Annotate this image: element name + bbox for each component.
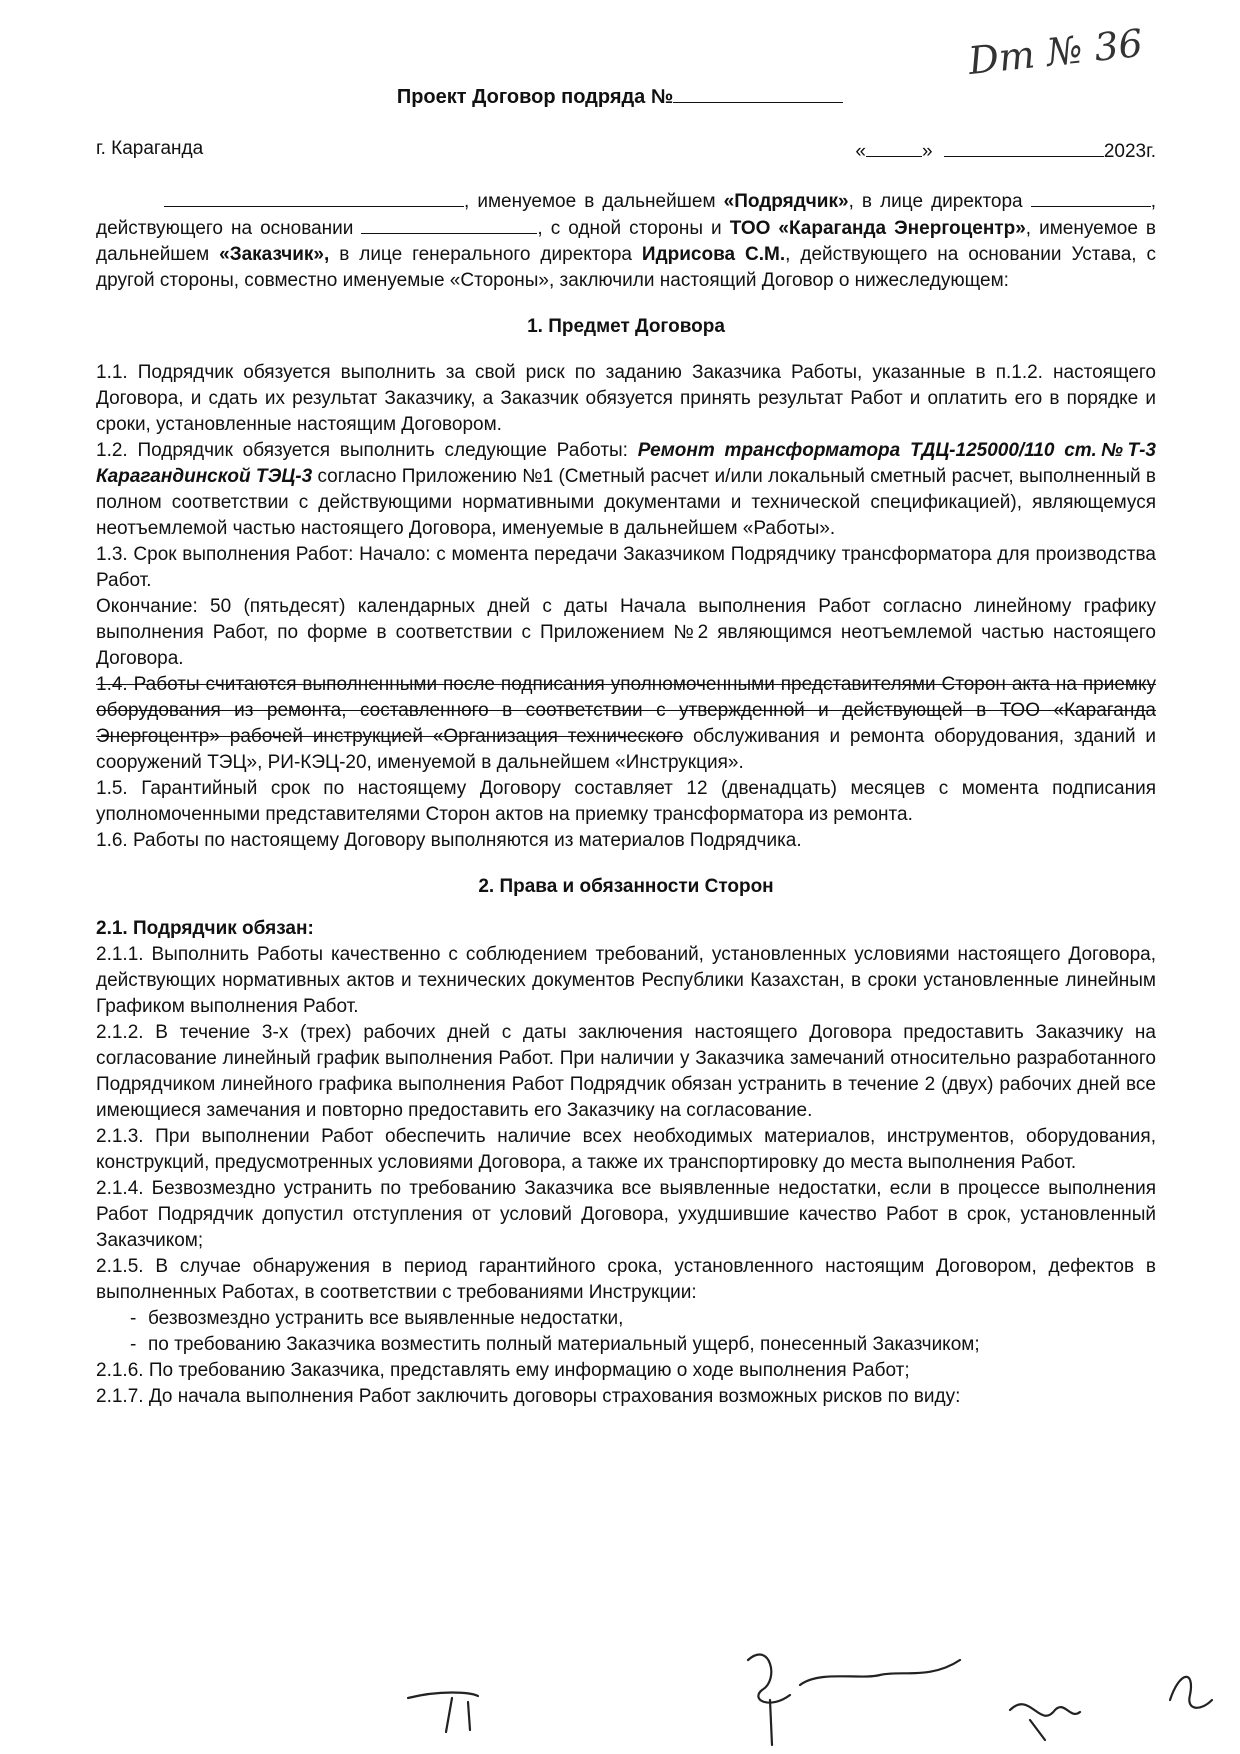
clause-2-1-3: 2.1.3. При выполнении Работ обеспечить наличие всех необходимых материалов, инструментов, оборудования, конструкций, предусмотренных условиями Договора, а также их транспортировку до места выполнения Работ. xyxy=(96,1126,1156,1173)
clause-1-1: 1.1. Подрядчик обязуется выполнить за свой риск по заданию Заказчика Работы, указанные в п.1.2. настоящего Договора, и сдать их результат Заказчику, а Заказчик обязуется принять результат Работ и оплатить его в порядке и сроки, установленные настоящим Договором. xyxy=(96,362,1156,435)
list-item: - безвозмездно устранить все выявленные недостатки, xyxy=(130,1308,624,1329)
clause-2-1-4: 2.1.4. Безвозмездно устранить по требованию Заказчика все выявленные недостатки, если в процессе выполнения Работ Подрядчик допустил отступления от условий Договора, ухудшившие качество Работ в срок, установленный Заказчиком; xyxy=(96,1178,1156,1251)
date-line: « » 2023г. xyxy=(855,138,1156,163)
clause-2-1-5: 2.1.5. В случае обнаружения в период гарантийного срока, установленного настоящим Договором, дефектов в выполненных Работах, в соответствии с требованиями Инструкции: xyxy=(96,1256,1156,1303)
section-1-heading: 1. Предмет Договора xyxy=(527,316,725,337)
document-body xyxy=(96,188,1156,1410)
signatures xyxy=(0,1640,1240,1750)
clause-2-1-2: 2.1.2. В течение 3-х (трех) рабочих дней с даты заключения настоящего Договора предоставить Заказчику на согласование линейный график выполнения Работ. При наличии у Заказчика замечаний относительно разработанного Подрядчиком линейного графика выполнения Работ Подрядчик обязан устранить в течение 2 (двух) рабочих дней все имеющиеся замечания и повторно предоставить его Заказчику на согласование. xyxy=(96,1022,1156,1121)
intro-paragraph: , именуемое в дальнейшем «Подрядчик», в лице директора , действующего на основании , с одной стороны и ТОО «Караганда Энергоцентр», именуемое в дальнейшем «Заказчик», в лице генерального директора Идрисова С.М., действующего на основании Устава, с другой стороны, совместно именуемые «Стороны», заключили настоящий Договор о нижеследующем: xyxy=(96,188,1156,294)
city: г. Караганда xyxy=(96,138,204,159)
clause-1-6: 1.6. Работы по настоящему Договору выполняются из материалов Подрядчика. xyxy=(96,830,802,851)
clause-1-3: 1.3. Срок выполнения Работ: Начало: с момента передачи Заказчиком Подрядчику трансформатора для производства Работ. xyxy=(96,544,1156,591)
list-item: - по требованию Заказчика возместить полный материальный ущерб, понесенный Заказчиком; xyxy=(130,1334,980,1355)
handwritten-note: Dm № 36 xyxy=(966,20,1145,84)
signature-4 xyxy=(1170,1677,1212,1708)
signature-2 xyxy=(748,1654,960,1745)
contract-number-blank xyxy=(673,84,843,103)
clause-1-2: 1.2. Подрядчик обязуется выполнить следующие Работы: Ремонт трансформатора ТДЦ-125000/110 ст.№Т-3 Карагандинской ТЭЦ-3 согласно Приложению №1 (Сметный расчет и/или локальный сметный расчет, выполненный в полном соответствии с действующими нормативными документами и технической спецификацией), являющемуся неотъемлемой частью настоящего Договора, именуемые в дальнейшем «Работы». xyxy=(96,440,1156,539)
clause-2-1-1: 2.1.1. Выполнить Работы качественно с соблюдением требований, установленных условиями настоящего Договора, действующих нормативных актов и технических документов Республики Казахстан, в сроки установленные линейным Графиком выполнения Работ. xyxy=(96,944,1156,1017)
struck-text: 1.4. Работы считаются выполненными после подписания уполномоченными представителями Сторон акта на приемку оборудования из ремонта, составленного в соответствии с утвержденной и действующей в ТОО «Караганда Энергоцентр» рабочей инструкцией «Организация технического xyxy=(96,674,1156,747)
clause-2-1-6: 2.1.6. По требованию Заказчика, представлять ему информацию о ходе выполнения Работ; xyxy=(96,1360,910,1381)
signature-1 xyxy=(408,1693,478,1733)
signature-3 xyxy=(1010,1704,1080,1740)
clause-2-1-7: 2.1.7. До начала выполнения Работ заключить договоры страхования возможных рисков по виду: xyxy=(96,1386,961,1407)
document-title: Проект Договор подряда № xyxy=(0,84,1240,109)
subsection-2-1: 2.1. Подрядчик обязан: xyxy=(96,918,314,939)
clause-1-3-end: Окончание: 50 (пятьдесят) календарных дней с даты Начала выполнения Работ согласно линейному графику выполнения Работ, по форме в соответствии с Приложением №2 являющимся неотъемлемой частью настоящего Договора. xyxy=(96,596,1156,669)
clause-1-4: 1.4. Работы считаются выполненными после подписания уполномоченными представителями Сторон акта на приемку оборудования из ремонта, составленного в соответствии с утвержденной и действующей в ТОО «Караганда Энергоцентр» рабочей инструкцией «Организация технического обслуживания и ремонта оборудования, зданий и сооружений ТЭЦ», РИ-КЭЦ-20, именуемой в дальнейшем «Инструкция». xyxy=(96,674,1157,773)
section-2-heading: 2. Права и обязанности Сторон xyxy=(478,876,774,897)
clause-1-5: 1.5. Гарантийный срок по настоящему Договору составляет 12 (двенадцать) месяцев с момента подписания уполномоченными представителями Сторон актов на приемку трансформатора из ремонта. xyxy=(96,778,1156,825)
city-date-line xyxy=(96,138,1156,163)
